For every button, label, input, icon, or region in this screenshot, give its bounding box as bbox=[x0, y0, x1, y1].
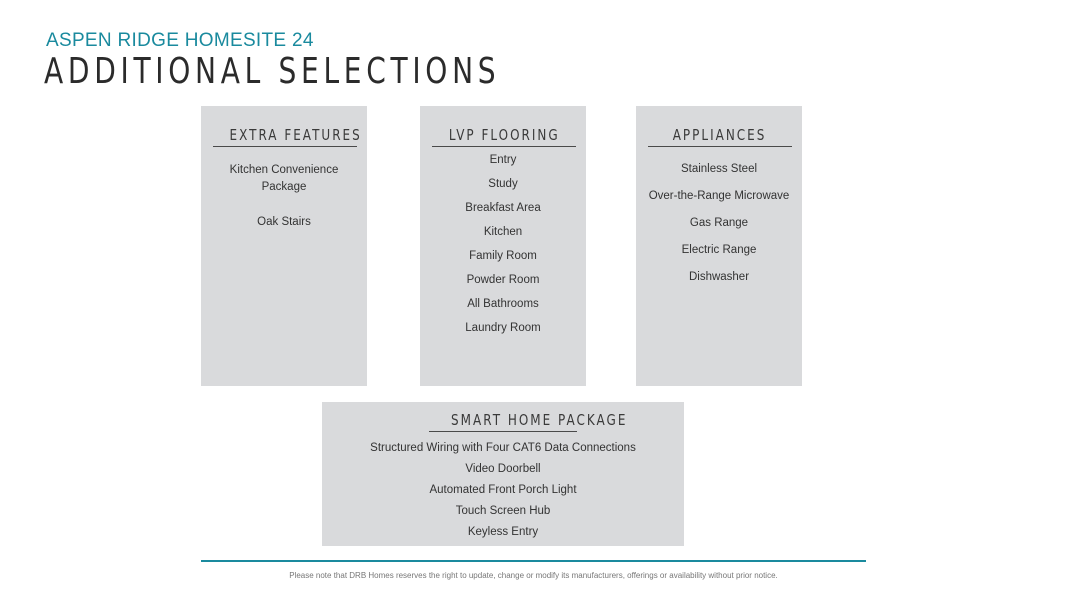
list-item: All Bathrooms bbox=[467, 298, 539, 310]
list-item: Video Doorbell bbox=[465, 463, 541, 475]
list-item: Breakfast Area bbox=[465, 202, 541, 214]
smart-home-heading bbox=[429, 411, 628, 432]
list-item: Gas Range bbox=[689, 217, 749, 229]
smart-home-list bbox=[322, 440, 684, 545]
appliances-list bbox=[636, 161, 802, 296]
list-item: Keyless Entry bbox=[467, 526, 539, 538]
list-item: Over-the-Range Microwave bbox=[648, 190, 790, 202]
extra-features-heading-text: EXTRA FEATURES bbox=[229, 126, 362, 144]
list-item: Laundry Room bbox=[465, 322, 541, 334]
lvp-flooring-panel bbox=[420, 106, 586, 386]
list-item: Oak Stairs bbox=[257, 216, 311, 228]
list-item: Structured Wiring with Four CAT6 Data Connections bbox=[370, 442, 636, 454]
page-title: ADDITIONAL SELECTIONS bbox=[44, 51, 501, 92]
appliances-heading bbox=[648, 126, 792, 147]
list-item: Kitchen Convenience Package bbox=[229, 164, 339, 193]
appliances-heading-text: APPLIANCES bbox=[673, 126, 767, 144]
lvp-flooring-heading bbox=[432, 126, 576, 147]
list-item: Entry bbox=[489, 154, 517, 166]
extra-features-panel bbox=[201, 106, 367, 386]
page-subtitle: ASPEN RIDGE HOMESITE 24 bbox=[46, 30, 314, 51]
list-item: Dishwasher bbox=[688, 271, 750, 283]
smart-home-heading-text: SMART HOME PACKAGE bbox=[451, 411, 628, 429]
list-item: Study bbox=[488, 178, 518, 190]
smart-home-panel bbox=[322, 402, 684, 546]
list-item: Kitchen bbox=[483, 226, 523, 238]
extra-features-heading bbox=[213, 126, 362, 147]
list-item: Electric Range bbox=[681, 244, 757, 256]
lvp-flooring-list bbox=[420, 152, 586, 344]
appliances-panel bbox=[636, 106, 802, 386]
list-item: Family Room bbox=[469, 250, 537, 262]
footer-divider bbox=[201, 560, 866, 562]
list-item: Touch Screen Hub bbox=[455, 505, 551, 517]
list-item: Automated Front Porch Light bbox=[429, 484, 577, 496]
lvp-flooring-heading-text: LVP FLOORING bbox=[448, 126, 560, 144]
list-item: Stainless Steel bbox=[680, 163, 758, 175]
list-item: Powder Room bbox=[466, 274, 540, 286]
footer-disclaimer: Please note that DRB Homes reserves the right to update, change or modify its manufacturers, offerings or availability without prior notice. bbox=[289, 571, 778, 580]
extra-features-list bbox=[201, 162, 367, 249]
